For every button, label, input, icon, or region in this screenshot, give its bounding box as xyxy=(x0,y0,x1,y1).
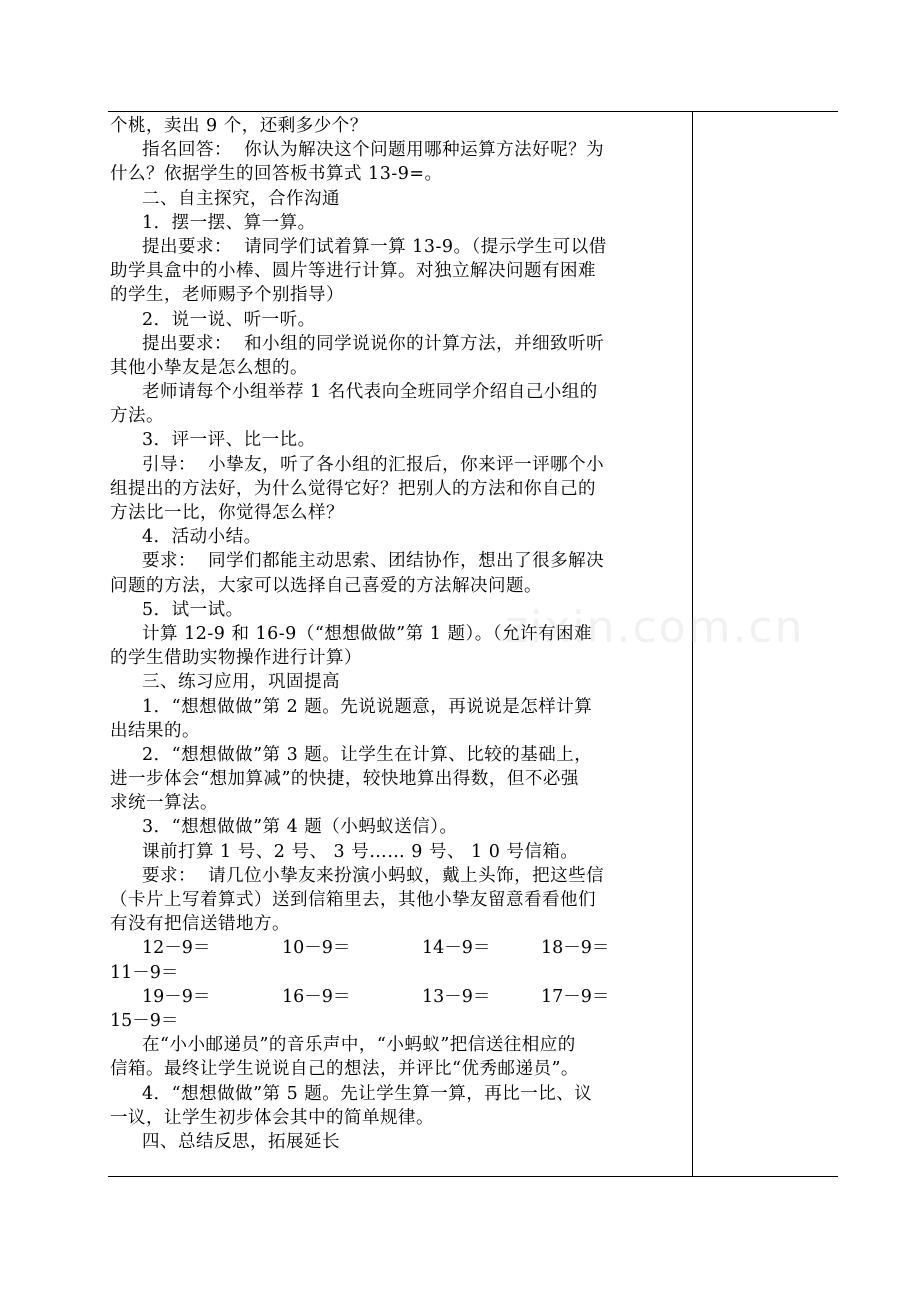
text-line: 出结果的。 xyxy=(110,720,200,741)
text-line: 课前打算 1 号、2 号、 3 号…… 9 号、 1 0 号信箱。 xyxy=(142,841,579,862)
equation-row-wrap xyxy=(110,1009,690,1033)
text-line: 在“小小邮递员”的音乐声中，“小蚂蚁”把信送往相应的 xyxy=(142,1035,576,1056)
text-line: 5．试一试。 xyxy=(142,599,244,620)
text-line: 要求： 同学们都能主动思索、团结协作，想出了很多解决 xyxy=(142,551,605,572)
text-line: 要求： 请几位小挚友来扮演小蚂蚁，戴上头饰，把这些信 xyxy=(142,865,605,886)
equation-row xyxy=(110,936,690,960)
text-line: 有没有把信送错地方。 xyxy=(110,914,290,935)
text-line: 三、练习应用，巩固提高 xyxy=(142,672,340,693)
text-line: 1．“想想做做”第 2 题。先说说题意，再说说是怎样计算 xyxy=(142,696,593,717)
column-divider xyxy=(692,111,693,1177)
text-line: 提出要求： 请同学们试着算一算 13-9。（提示学生可以借 xyxy=(142,236,607,257)
equation: 10－9＝ xyxy=(282,938,351,959)
text-line: 3．评一评、比一比。 xyxy=(142,430,316,451)
equation: 14－9＝ xyxy=(422,938,491,959)
text-line: 4．“想想做做”第 5 题。先让学生算一算，再比一比、议 xyxy=(142,1083,593,1104)
text-line: 提出要求： 和小组的同学说说你的计算方法，并细致听听 xyxy=(142,333,605,354)
text-line: 4．活动小结。 xyxy=(142,527,262,548)
text-line: 的学生，老师赐予个别指导） xyxy=(110,285,344,306)
text-line: 四、总结反思，拓展延长 xyxy=(142,1131,340,1152)
text-line: 计算 12-9 和 16-9（“想想做做”第 1 题）。（允许有困难 xyxy=(142,623,592,644)
text-line: 助学具盒中的小棒、圆片等进行计算。对独立解决问题有困难 xyxy=(110,261,596,282)
text-line: 求统一算法。 xyxy=(110,793,218,814)
equation: 15－9＝ xyxy=(110,1010,179,1031)
text-line: 方法。 xyxy=(110,406,164,427)
watermark: zixin.com.cn xyxy=(505,602,805,653)
text-line: 组提出的方法好，为什么觉得它好？把别人的方法和你自己的 xyxy=(110,478,596,499)
equation: 13－9＝ xyxy=(422,986,491,1007)
equation-row xyxy=(110,985,690,1009)
text-line: 问题的方法，大家可以选择自己喜爱的方法解决问题。 xyxy=(110,575,542,596)
equation: 11－9＝ xyxy=(110,962,179,983)
lesson-text-block xyxy=(110,114,690,936)
text-line: （卡片上写着算式）送到信箱里去，其他小挚友留意看看他们 xyxy=(110,890,596,910)
text-line: 信箱。最终让学生说说自己的想法，并评比“优秀邮递员”。 xyxy=(110,1059,579,1080)
text-line: 1．摆一摆、算一算。 xyxy=(142,212,316,233)
text-line: 2．“想想做做”第 3 题。让学生在计算、比较的基础上， xyxy=(142,744,593,765)
text-line: 的学生借助实物操作进行计算） xyxy=(110,648,362,669)
text-line: 个桃，卖出 9 个，还剩多少个？ xyxy=(110,116,368,136)
equation: 16－9＝ xyxy=(282,986,351,1007)
text-line: 方法比一比，你觉得怎么样？ xyxy=(110,503,344,523)
text-line: 3．“想想做做”第 4 题（小蚂蚁送信）。 xyxy=(142,817,458,838)
text-line: 引导： 小挚友，听了各小组的汇报后，你来评一评哪个小 xyxy=(142,454,605,475)
equation: 19－9＝ xyxy=(142,986,211,1007)
text-line: 老师请每个小组举荐 1 名代表向全班同学介绍自己小组的 xyxy=(142,382,598,403)
lesson-text-block-end xyxy=(110,1033,690,1154)
text-line: 指名回答： 你认为解决这个问题用哪种运算方法好呢？为 xyxy=(142,140,605,161)
equation: 18－9＝ xyxy=(541,938,610,959)
text-line: 2．说一说、听一听。 xyxy=(142,309,316,330)
text-line: 其他小挚友是怎么想的。 xyxy=(110,357,308,378)
text-line: 一议，让学生初步体会其中的简单规律。 xyxy=(110,1107,434,1128)
text-line: 二、自主探究，合作沟通 xyxy=(142,188,340,209)
text-line: 什么？依据学生的回答板书算式 13-9=。 xyxy=(110,164,443,185)
notes-cell xyxy=(694,113,838,1175)
equation: 17－9＝ xyxy=(541,986,610,1007)
equation: 12－9＝ xyxy=(142,938,211,959)
text-line: 进一步体会“想加算减”的快捷，较快地算出得数，但不必强 xyxy=(110,769,579,790)
lesson-content xyxy=(110,114,690,1154)
equation-row-wrap xyxy=(110,961,690,985)
